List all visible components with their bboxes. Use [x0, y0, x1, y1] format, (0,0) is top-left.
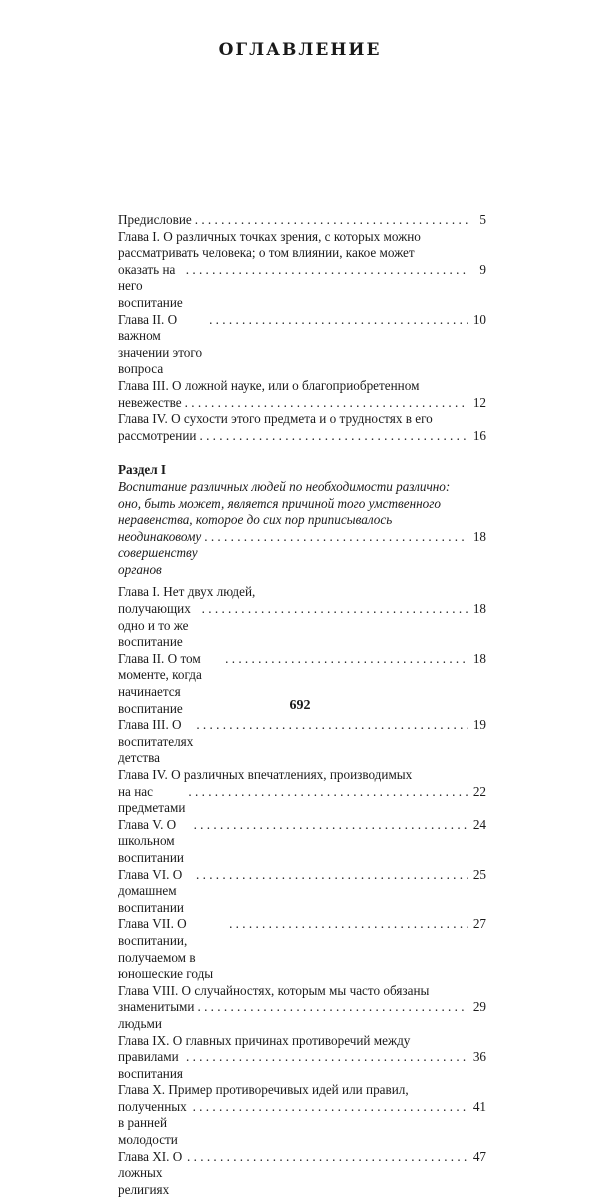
toc-entry-row: [118, 867, 486, 917]
toc-entry[interactable]: [118, 1033, 486, 1083]
toc-entry-line: Глава IV. О сухости этого предмета и о трудностях в его: [118, 411, 433, 427]
leader-dots: [197, 999, 468, 1016]
page-title: ОГЛАВЛЕНИЕ: [218, 40, 382, 60]
leader-dots: [186, 1049, 468, 1066]
toc-entry-line: Глава I. О различных точках зрения, с которых можно: [118, 228, 421, 244]
section-chapter-list: [118, 584, 486, 1198]
toc-entry-row: [118, 717, 486, 767]
toc-entry-line: Глава III. О ложной науке, или о благоприобретенном: [118, 377, 420, 393]
page-number: 36: [472, 1049, 486, 1065]
toc-entry[interactable]: [118, 767, 486, 817]
section-heading: Раздел I: [118, 462, 167, 478]
page-number: 27: [472, 916, 486, 932]
toc-entry-title: Глава XI. О ложных религиях: [118, 1148, 183, 1197]
toc-entry[interactable]: [118, 1149, 486, 1198]
page-number: 9: [479, 261, 486, 277]
toc-entry[interactable]: [118, 584, 486, 650]
folio-page-number: 692: [289, 698, 311, 713]
toc-entry-row: [118, 1099, 486, 1149]
page-number: 47: [472, 1148, 486, 1164]
toc-entry[interactable]: [118, 378, 486, 411]
toc-entry-title: Глава V. О школьном воспитании: [118, 816, 184, 865]
leader-dots: [194, 817, 468, 834]
page-number: 24: [472, 816, 486, 832]
toc-entry-row: [118, 312, 486, 378]
leader-dots: [229, 916, 468, 933]
toc-entry-row: [118, 784, 486, 817]
epigraph-last-line: неодинаковому совершенству органов: [118, 528, 202, 577]
toc-entry[interactable]: [118, 916, 486, 982]
toc-entry[interactable]: [118, 867, 486, 917]
leader-dots: [202, 601, 468, 618]
leader-dots: [196, 717, 468, 734]
leader-dots: [225, 651, 468, 668]
toc-entry-title: полученных в ранней молодости: [118, 1098, 187, 1148]
leader-dots: [185, 395, 468, 412]
toc-entry-row: [118, 1049, 486, 1082]
toc-entry-title: правилами воспитания: [118, 1049, 183, 1081]
epigraph-line: неравенства, которое до сих пор приписывалось: [118, 512, 393, 528]
leader-dots: [196, 867, 468, 884]
toc-entry-row: [118, 212, 486, 229]
toc-entry[interactable]: [118, 212, 486, 229]
toc-entry-title: на нас предметами: [118, 783, 186, 816]
toc-entry-title: рассмотрении: [118, 427, 197, 443]
page-number: 12: [472, 394, 486, 410]
toc-entry[interactable]: [118, 817, 486, 867]
toc-entry-title: Глава II. О важном значении этого вопроса: [118, 311, 203, 377]
page-number: 22: [472, 783, 486, 799]
front-matter-list: [118, 212, 486, 444]
toc-entry-row: [118, 428, 486, 445]
toc-entry[interactable]: [118, 983, 486, 1033]
toc-entry-title: Предисловие: [118, 212, 192, 227]
section-epigraph: [118, 479, 486, 579]
toc-entry-title: получающих одно и то же воспитание: [118, 601, 191, 650]
toc-entry-title: оказать на него воспитание: [118, 261, 183, 310]
toc-entry[interactable]: [118, 312, 486, 378]
leader-dots: [187, 1149, 468, 1166]
toc-entry-title: Глава VII. О воспитании, получаемом в юношеские годы: [118, 916, 214, 982]
page-number: 29: [472, 999, 486, 1015]
leader-dots: [186, 262, 468, 279]
toc-entry-line: Глава I. Нет двух людей,: [118, 584, 256, 600]
toc-entry-line: Глава X. Пример противоречивых идей или правил,: [118, 1082, 409, 1098]
leader-dots: [204, 529, 468, 546]
toc-entry-line: Глава VIII. О случайностях, которым мы часто обязаны: [118, 982, 430, 998]
toc-entry-row: [118, 601, 486, 651]
page-number: 18: [472, 601, 486, 617]
leader-dots: [188, 784, 468, 801]
epigraph-line: Воспитание различных людей по необходимости различно:: [118, 478, 451, 494]
toc-entry[interactable]: [118, 229, 486, 312]
toc-entry[interactable]: [118, 411, 486, 444]
leader-dots: [209, 312, 468, 329]
toc-entry-title: Глава III. О воспитателях детства: [118, 717, 194, 766]
toc-entry[interactable]: [118, 717, 486, 767]
toc-entry-row: [118, 916, 486, 982]
toc-entry-row: [118, 999, 486, 1032]
toc-entry-title: знаменитыми людьми: [118, 999, 195, 1031]
toc-entry-row: [118, 1149, 486, 1198]
page-number: 16: [472, 427, 486, 443]
page-number: 10: [472, 311, 486, 327]
leader-dots: [199, 428, 468, 445]
toc-entry-title: Глава VI. О домашнем воспитании: [118, 866, 184, 915]
epigraph-entry[interactable]: [118, 529, 486, 579]
toc-entry-title: невежестве: [118, 394, 182, 410]
toc-entry-row: [118, 395, 486, 412]
page-number: 41: [472, 1098, 486, 1114]
toc-entry[interactable]: [118, 1082, 486, 1148]
toc-entry-title: Глава II. О том моменте, когда начинается воспитание: [118, 650, 202, 716]
toc-entry-line: Глава IV. О различных впечатлениях, производимых: [118, 767, 413, 782]
toc-entry-row: [118, 262, 486, 312]
leader-dots: [193, 1099, 468, 1116]
leader-dots: [195, 212, 468, 229]
toc-entry-line: Глава IX. О главных причинах противоречий между: [118, 1032, 411, 1048]
page-number: 25: [472, 866, 486, 882]
page-number: 18: [472, 528, 486, 544]
page-number: 19: [472, 717, 486, 733]
page-number: 5: [479, 212, 486, 227]
toc-entry-line: рассматривать человека; о том влиянии, какое может: [118, 245, 415, 261]
epigraph-line: оно, быть может, является причиной того умственного: [118, 495, 441, 511]
toc-entry-row: [118, 817, 486, 867]
page-number: 18: [472, 650, 486, 666]
